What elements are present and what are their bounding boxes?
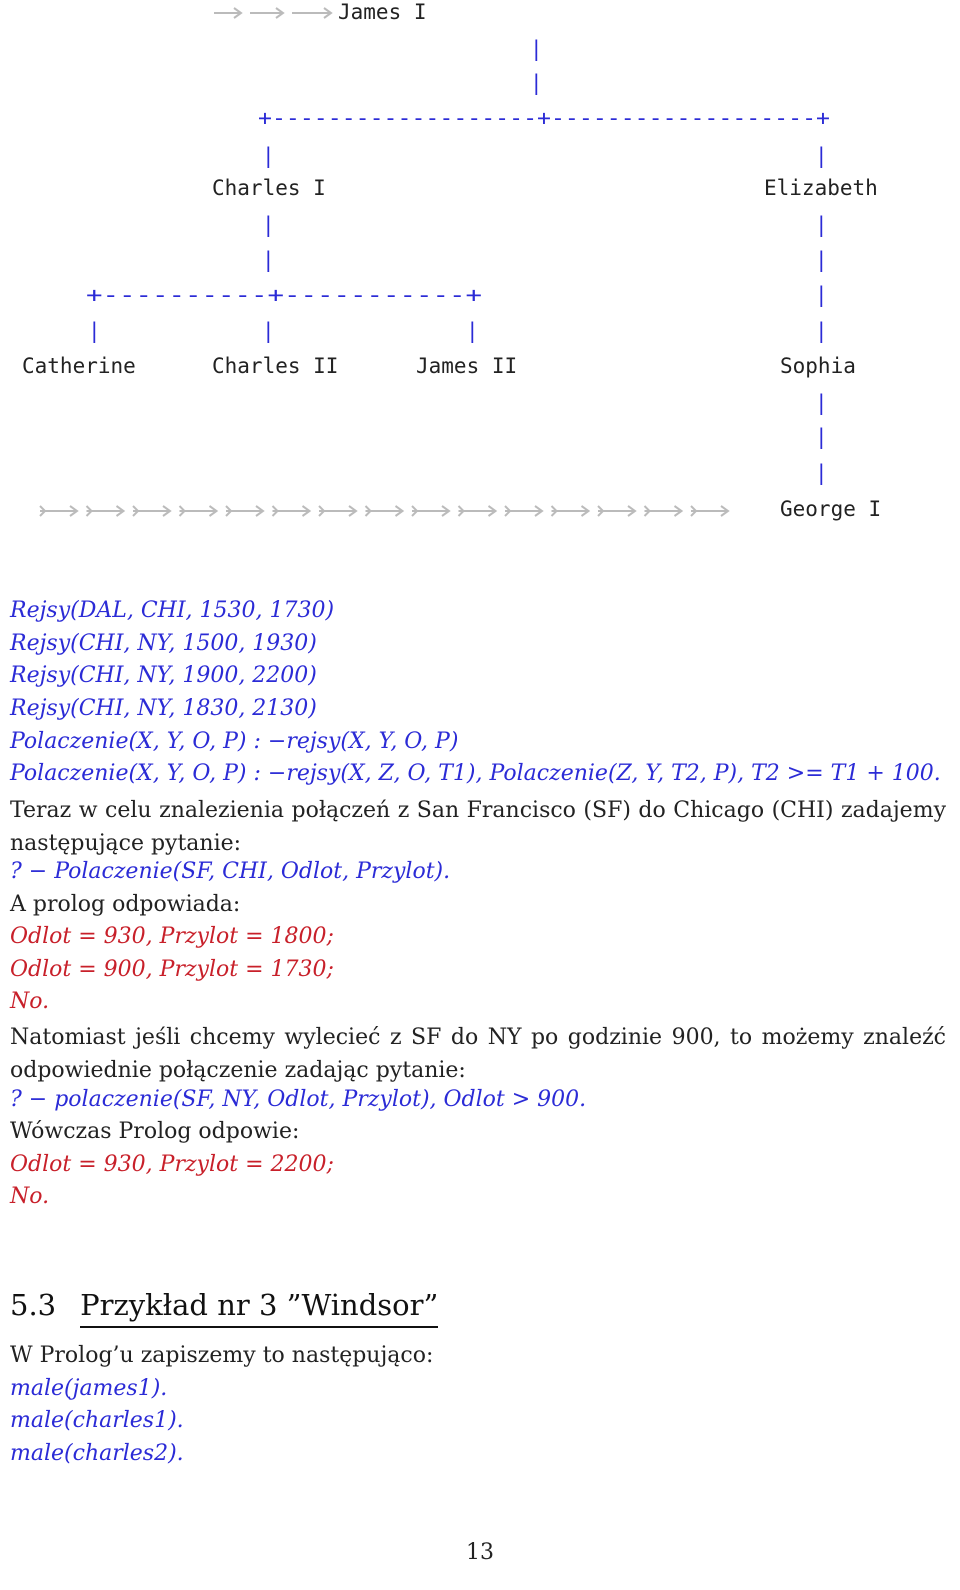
fact-line: Rejsy(CHI, NY, 1500, 1930) [10, 631, 317, 656]
tree-node-catherine: Catherine [22, 354, 136, 378]
query-line: ? − polaczenie(SF, NY, Odlot, Przylot), Odlot > 900. [10, 1087, 587, 1112]
tree-bar: | [262, 213, 275, 237]
tree-bar: | [815, 283, 828, 307]
rule-line: Polaczenie(X, Y, O, P) : −rejsy(X, Z, O, T1), Polaczenie(Z, Y, T2, P), T2 >= T1 + 100. [10, 761, 941, 786]
answer-line: No. [10, 1184, 50, 1209]
rule-line: Polaczenie(X, Y, O, P) : −rejsy(X, Y, O, P) [10, 729, 459, 754]
tree-node-charles-i: Charles I [212, 176, 326, 200]
paragraph-text: Teraz w celu znalezienia połączeń z San Francisco (SF) do Chicago (CHI) zadajemy następujące pytanie: [10, 798, 946, 856]
code-line: male(charles1). [10, 1408, 184, 1433]
tree-bar: | [815, 319, 828, 343]
page-number: 13 [466, 1540, 494, 1565]
section-number: 5.3 [10, 1288, 57, 1322]
answer-line: No. [10, 989, 50, 1014]
tree-bar: | [815, 144, 828, 168]
fact-line: Rejsy(CHI, NY, 1830, 2130) [10, 696, 317, 721]
tree-node-charles-ii: Charles II [212, 354, 339, 378]
tree-bar: | [530, 37, 543, 61]
tree-bar: | [88, 319, 101, 343]
tree-bar: | [530, 71, 543, 95]
query-line: ? − Polaczenie(SF, CHI, Odlot, Przylot). [10, 859, 451, 884]
section-title: Przykład nr 3 ”Windsor” [80, 1288, 439, 1322]
paragraph-text: Natomiast jeśli chcemy wylecieć z SF do NY po godzinie 900, to możemy znaleźć odpowiednie połączenie zadając pytanie: [10, 1025, 946, 1083]
family-tree-diagram [0, 0, 960, 540]
fact-line: Rejsy(CHI, NY, 1900, 2200) [10, 663, 317, 688]
answer-line: Odlot = 930, Przylot = 1800; [10, 924, 334, 949]
tree-node-sophia: Sophia [780, 354, 856, 378]
tree-bar: | [262, 319, 275, 343]
tree-bar: | [815, 425, 828, 449]
fact-line: Rejsy(DAL, CHI, 1530, 1730) [10, 598, 335, 623]
top-arrows [214, 8, 331, 18]
tree-bar: | [466, 319, 479, 343]
tree-node-james-i: James I [338, 0, 427, 24]
tree-bar: | [262, 248, 275, 272]
paragraph-text: Wówczas Prolog odpowie: [10, 1119, 300, 1144]
tree-bar: | [262, 144, 275, 168]
section-heading [10, 1288, 438, 1322]
tree-bar: | [815, 391, 828, 415]
tree-bar: | [815, 248, 828, 272]
tree-node-elizabeth: Elizabeth [764, 176, 878, 200]
answer-line: Odlot = 900, Przylot = 1730; [10, 957, 334, 982]
code-line: male(james1). [10, 1376, 168, 1401]
paragraph-text: A prolog odpowiada: [10, 892, 241, 917]
tree-connector-wide: +-------------------+-------------------+ [258, 106, 830, 130]
answer-line: Odlot = 930, Przylot = 2200; [10, 1152, 334, 1177]
tree-bar: | [815, 461, 828, 485]
tree-node-james-ii: James II [416, 354, 518, 378]
code-line: male(charles2). [10, 1441, 184, 1466]
tree-bar: | [815, 213, 828, 237]
tree-connector-narrow: +----------+-----------+ [86, 283, 482, 307]
tree-node-george-i: George I [780, 497, 882, 521]
paragraph-text: W Prolog’u zapiszemy to następująco: [10, 1343, 434, 1368]
bottom-arrows [40, 506, 728, 516]
